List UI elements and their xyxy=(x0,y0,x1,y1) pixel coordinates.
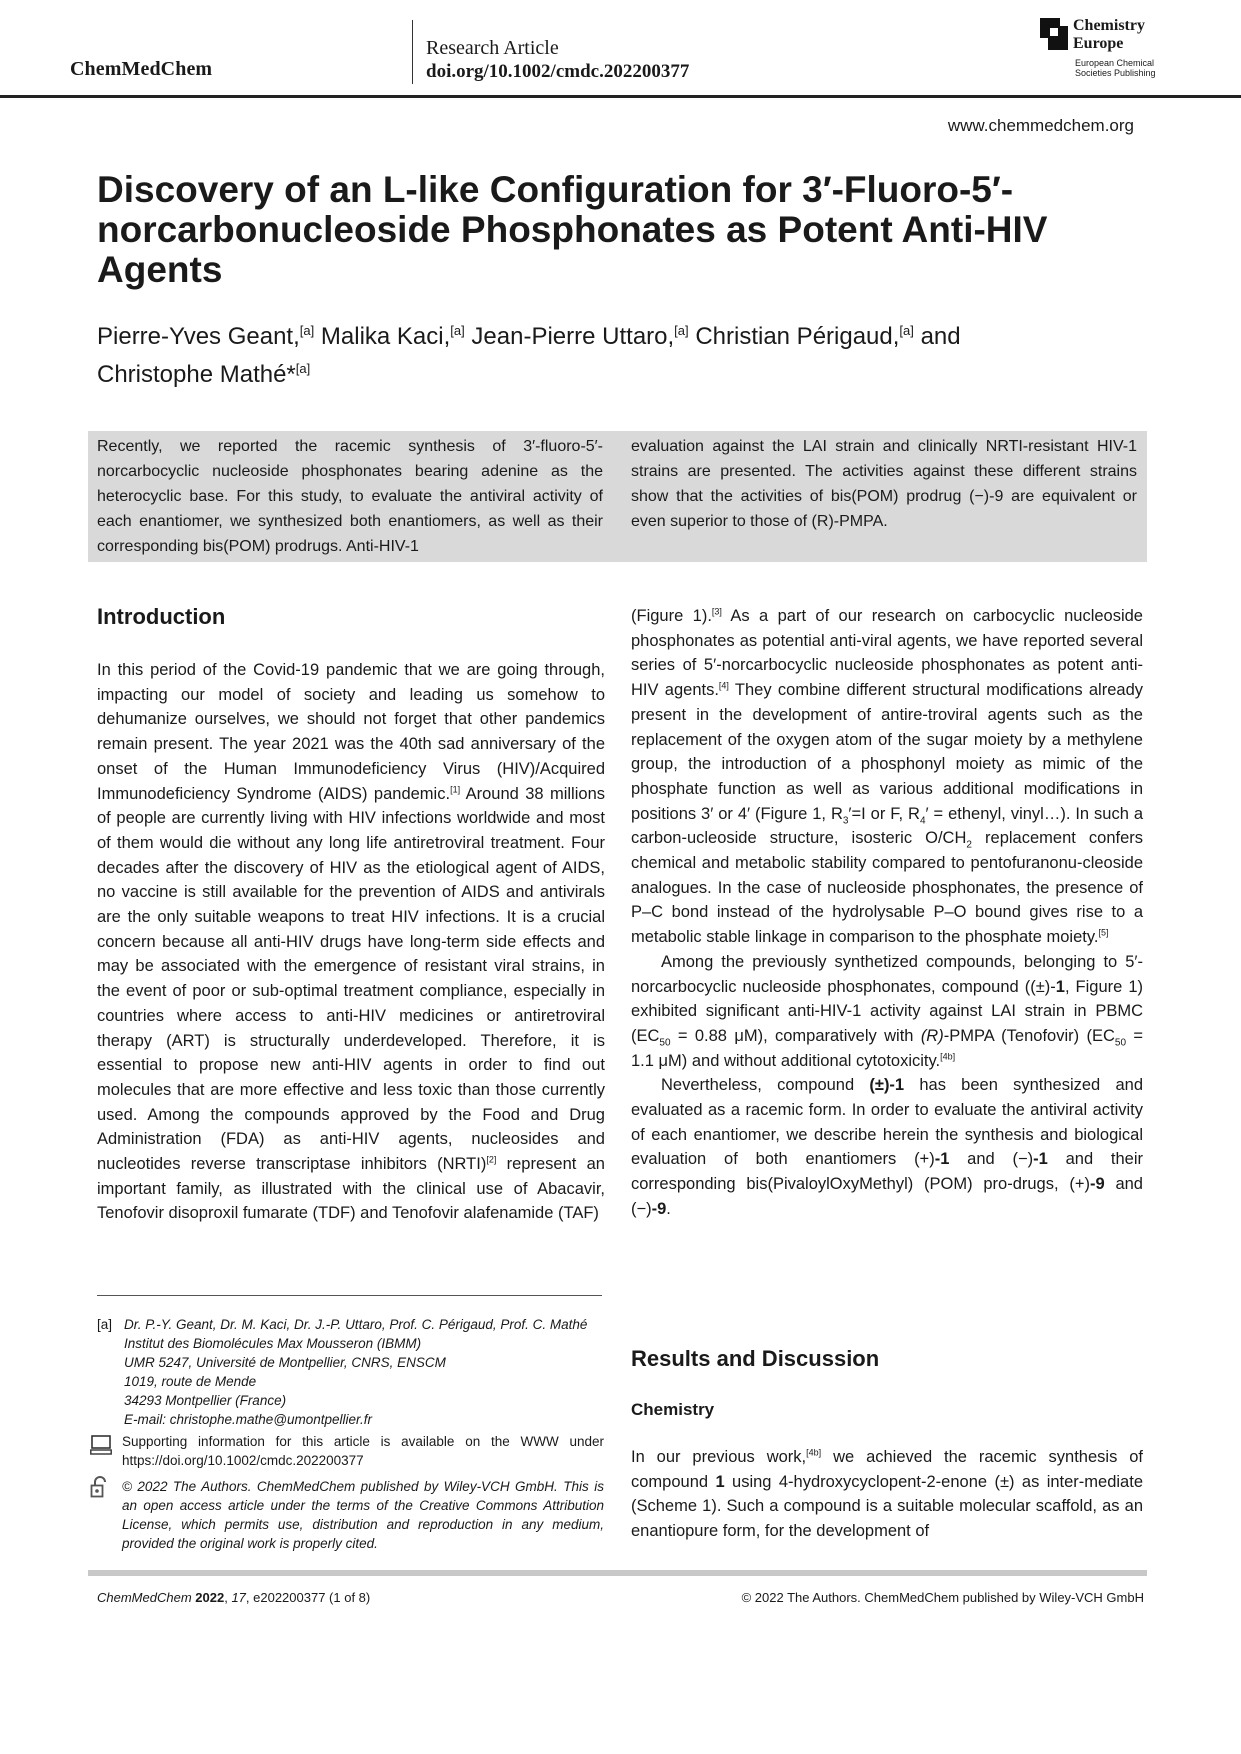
text-run: They combine different structural modifications already present in the development of antire-troviral agents such as the replacement of the oxygen atom of the sugar moiety by a methylene group, the introduction of a phosphonyl moiety as mimic of the phosphate function as well as various additional modifications in positions 3′ or 4′ (Figure 1, R xyxy=(631,681,1143,823)
affiliation-line: Institut des Biomolécules Max Mousseron (IBMM) xyxy=(124,1336,422,1351)
copyright-footer: © 2022 The Authors. ChemMedChem published by Wiley-VCH GmbH xyxy=(741,1590,1144,1605)
publisher-sub1: European Chemical xyxy=(1075,58,1155,68)
subscript: 50 xyxy=(1114,1037,1127,1049)
paragraph-figure1 xyxy=(631,604,1143,950)
footer-volume: 17 xyxy=(231,1590,246,1605)
text-run: ′ = ethenyl, vinyl…). In such a carbon-ucleoside structure, isosteric O/CH xyxy=(631,804,1143,848)
header-rule xyxy=(0,95,1241,98)
text-run: we achieved the racemic synthesis of compound xyxy=(631,1448,1143,1491)
author-affiliation-mark: [a] xyxy=(295,361,311,376)
compound-label: 1 xyxy=(715,1472,725,1491)
author-affiliation-mark: [a] xyxy=(299,323,315,338)
ref-5[interactable]: [5] xyxy=(1098,927,1109,938)
chemistry-heading: Chemistry xyxy=(631,1400,715,1419)
text-run: has been synthesized and evaluated as a racemic form. In order to evaluate the antiviral activity of each enantiomer, we describe herein the synthesis and biological evaluation of both enantiomers (+) xyxy=(631,1076,1143,1169)
author-list xyxy=(97,315,1077,391)
introduction-heading: Introduction xyxy=(97,604,226,629)
publisher-line2: Europe xyxy=(1073,35,1124,52)
text-run: . xyxy=(666,1199,671,1218)
paragraph-enantiomers xyxy=(631,1073,1143,1221)
author-name: Christian Périgaud, xyxy=(695,323,900,350)
results-heading: Results and Discussion xyxy=(631,1346,880,1371)
author-affiliation-mark: [a] xyxy=(450,323,465,338)
text-run: replacement confers chemical and metabolic stability compared to pentofuranonu-cleoside analogues. In the case of nucleoside phosphonates, the presence of P–C bond instead of the hydrolysable P–O bound gives rise to a metabolic stable linkage in comparison to the phosphate moiety. xyxy=(631,829,1144,947)
publisher-sub2: Societies Publishing xyxy=(1075,68,1156,78)
author-name: Jean-Pierre Uttaro, xyxy=(471,323,675,350)
affiliation-line: UMR 5247, Université de Montpellier, CNRS, ENSCM xyxy=(124,1355,446,1370)
text-run: In our previous work, xyxy=(631,1448,807,1466)
affiliation-label: [a] xyxy=(97,1317,113,1332)
text-run: using 4-hydroxycyclopent-2-enone (±) as inter-mediate (Scheme 1). Such a compound is a suitable molecular scaffold, as an enantiopure form, for the development of xyxy=(631,1472,1143,1541)
subscript: 3 xyxy=(842,814,849,826)
subscript: 4 xyxy=(919,814,926,826)
introduction-text xyxy=(97,658,605,1226)
article-title: Discovery of an L-like Configuration for 3′-Fluoro-5′-norcarbonucleoside Phosphonates as Potent Anti-HIV Agents xyxy=(97,169,1048,290)
footer-year: 2022 xyxy=(195,1590,225,1605)
footer-bar xyxy=(88,1570,1147,1576)
footnote-rule xyxy=(97,1295,602,1296)
publisher-name xyxy=(1073,17,1145,53)
intro-p3: represent an important family, as illustrated with the clinical use of Abacavir, Tenofovir disoproxil fumarate (TDF) and Tenofovir alafenamide (TAF) xyxy=(97,1155,605,1223)
text-run: = 1.1 μM) and without additional cytotoxicity. xyxy=(631,1026,1143,1070)
intro-p1: In this period of the Covid-19 pandemic that we are going through, impacting our model of society and leading us somehow to dehumanize ourselves, we should not forget that other pandemics remain present. The year 2021 was the 40th sad anniversary of the onset of the Human Immunodeficiency Virus (HIV)/Acquired Immunodeficiency Syndrome (AIDS) pandemic. xyxy=(97,661,605,803)
text-run: , Figure 1) exhibited significant anti-HIV-1 activity against LAI strain in PBMC (EC xyxy=(631,977,1143,1045)
ref-4b[interactable]: [4b] xyxy=(940,1051,956,1062)
footer-journal: ChemMedChem xyxy=(97,1590,192,1605)
author-name: Malika Kaci, xyxy=(320,323,451,350)
citation-footer: ChemMedChem 2022, 17, e202200377 (1 of 8) xyxy=(97,1590,371,1605)
journal-name: ChemMedChem xyxy=(70,58,213,80)
italic-run: (R) xyxy=(920,1026,944,1045)
compound-label: (±)-1 xyxy=(869,1076,905,1095)
affiliation-line: 1019, route de Mende xyxy=(124,1374,257,1389)
text-run: and (−) xyxy=(949,1150,1034,1169)
doi-link[interactable]: doi.org/10.1002/cmdc.202200377 xyxy=(426,61,690,82)
compound-label: -9 xyxy=(1090,1175,1105,1194)
text-run: = 0.88 μM), comparatively with xyxy=(670,1026,921,1045)
author-affiliation-mark: [a] xyxy=(899,323,914,338)
text-run: Among the previously synthetized compounds, belonging to 5′-norcarbocyclic nucleoside phosphonates, compound ((±)- xyxy=(631,952,1143,996)
abstract-left: Recently, we reported the racemic synthesis of 3′-fluoro-5′-norcarbocyclic nucleoside phosphonates bearing adenine as the heterocyclic base. For this study, to evaluate the antiviral activity of each enantiomer, we synthesized both enantiomers, as well as their corresponding bis(POM) prodrugs. Anti-HIV-1 xyxy=(97,438,603,555)
subscript: 50 xyxy=(659,1037,671,1049)
publisher-line1: Chemistry xyxy=(1073,17,1145,34)
text-run: Nevertheless, compound xyxy=(661,1076,870,1095)
text-run: -PMPA (Tenofovir) (EC xyxy=(943,1026,1115,1045)
text-run: and their corresponding bis(PivaloylOxyMethyl) (POM) pro-drugs, (+) xyxy=(631,1150,1144,1194)
author-affiliation-mark: [a] xyxy=(674,323,689,338)
article-type: Research Article xyxy=(426,37,559,59)
intro-paragraph xyxy=(97,658,605,1226)
ref-2[interactable]: [2] xyxy=(486,1154,497,1165)
ref-4[interactable]: [4] xyxy=(718,680,729,691)
supporting-info-note: Supporting information for this article is available on the WWW under https://doi.org/10.1002/cmdc.202200377 xyxy=(122,1434,604,1468)
paragraph-compound1 xyxy=(631,950,1143,1074)
chemistry-europe-logo-icon xyxy=(1040,18,1068,50)
subscript: 2 xyxy=(966,839,972,851)
publisher-subtitle xyxy=(1075,58,1156,78)
open-access-lock-icon xyxy=(90,1476,110,1498)
open-access-note: © 2022 The Authors. ChemMedChem published by Wiley-VCH GmbH. This is an open access article under the terms of the Creative Commons Attribution License, which permits use, distribution and reproduction in any medium, provided the original work is properly cited. xyxy=(122,1479,604,1551)
right-column-text xyxy=(631,604,1143,1222)
affiliation-line: 34293 Montpellier (France) xyxy=(124,1393,287,1408)
compound-label: -1 xyxy=(934,1150,950,1169)
compound-label: -9 xyxy=(651,1199,667,1218)
header-divider xyxy=(412,20,413,84)
text-run: (Figure 1). xyxy=(631,607,712,625)
abstract-right: evaluation against the LAI strain and clinically NRTI-resistant HIV-1 strains are presented. The activities against these different strains show that the activities of bis(POM) prodrug (−)-9 are equivalent or even superior to those of (R)-PMPA. xyxy=(631,438,1137,530)
ref-3[interactable]: [3] xyxy=(711,606,722,617)
compound-label: -1 xyxy=(1033,1150,1048,1169)
text-run: ′=I or F, R xyxy=(848,804,920,823)
affiliation-line: Dr. P.-Y. Geant, Dr. M. Kaci, Dr. J.-P. Uttaro, Prof. C. Périgaud, Prof. C. Mathé xyxy=(124,1317,588,1332)
text-run: As a part of our research on carbocyclic nucleoside phosphonates as potential anti-viral agents, we have reported several series of 5′-norcarbocyclic nucleoside phosphonates as potent anti-HIV agents. xyxy=(631,607,1143,700)
author-name: and Christophe Mathé* xyxy=(97,323,961,388)
text-run: and (−) xyxy=(631,1175,1143,1218)
paragraph-chemistry xyxy=(631,1445,1143,1544)
abstract-box xyxy=(88,431,1147,562)
compound-label: 1 xyxy=(1055,977,1065,996)
footer-page: , e202200377 (1 of 8) xyxy=(245,1590,371,1605)
chemistry-text xyxy=(631,1445,1143,1544)
computer-icon xyxy=(90,1434,112,1456)
author-name: Pierre-Yves Geant, xyxy=(97,323,300,350)
affiliation-text xyxy=(124,1315,604,1429)
intro-p2: Around 38 millions of people are currently living with HIV infections worldwide and most of them would die without any long life antiretroviral treatment. Four decades after the discovery of HIV as the etiological agent of AIDS, no vaccine is still available for the prevention of AIDS and antivirals are the only suitable weapons to treat HIV infections. It is a crucial concern because all anti-HIV drugs have long-term side effects and may be associated with the emergence of resistant viral strains, in the event of poor or sub-optimal treatment compliance, especially in countries where access to anti-HIV medicines or antiretroviral therapy (ART) is structurally underdeveloped. Therefore, it is essential to propose new anti-HIV agents in order to find out molecules that are more effective and less toxic than those currently used. Among the compounds approved by the Food and Drug Administration (FDA) as anti-HIV agents, nucleosides and nucleotides reverse transcriptase inhibitors (NRTI) xyxy=(97,784,605,1174)
affiliation-email[interactable]: E-mail: christophe.mathe@umontpellier.fr xyxy=(124,1412,373,1427)
journal-website-link[interactable]: www.chemmedchem.org xyxy=(947,116,1134,135)
ref-4b[interactable]: [4b] xyxy=(806,1447,822,1458)
ref-1[interactable]: [1] xyxy=(450,784,461,795)
